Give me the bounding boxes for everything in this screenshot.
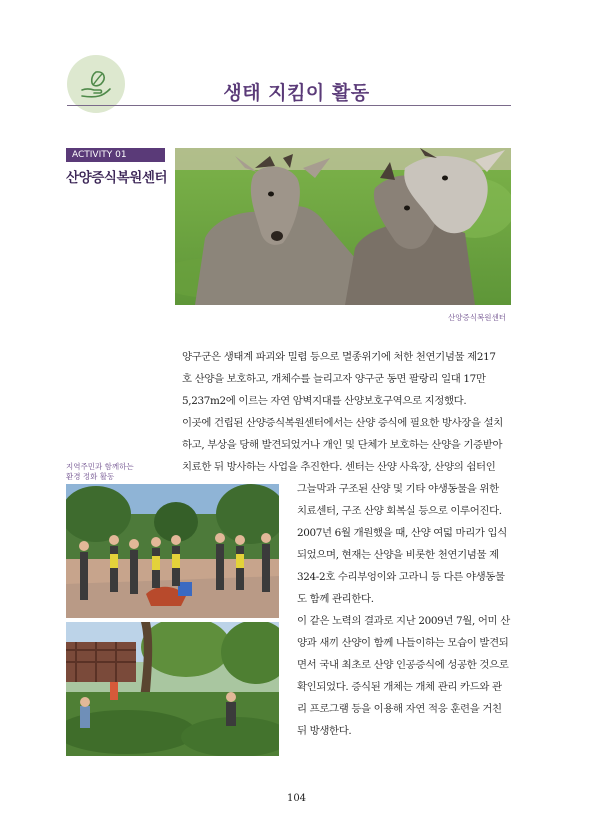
body-line: 5,237m2에 이르는 자연 암벽지대를 산양보호구역으로 지정했다. [182, 395, 467, 407]
page-number: 104 [286, 793, 307, 804]
activity-name: 산양증식복원센터 [66, 170, 168, 186]
body-line: 324-2호 수리부엉이와 고라니 등 다른 야생동물 [297, 571, 505, 583]
body-line: 되었으며, 현재는 산양을 비롯한 천연기념물 제 [297, 549, 499, 561]
body-line: 뒤 방생한다. [297, 725, 352, 737]
body-line: 양과 새끼 산양이 함께 나들이하는 모습이 발견되 [297, 637, 509, 649]
goat-photo-caption: 산양증식복원센터 [448, 313, 506, 322]
body-line: 이곳에 건립된 산양증식복원센터에서는 산양 증식에 필요한 방사장을 설치 [182, 417, 503, 429]
cleanup-photo [66, 622, 279, 756]
body-line: 양구군은 생태계 파괴와 밀렵 등으로 멸종위기에 처한 천연기념물 제217 [182, 351, 496, 363]
body-line: 도 함께 관리한다. [297, 593, 374, 605]
body-line: 이 같은 노력의 결과로 지난 2009년 7월, 어미 산 [297, 615, 510, 627]
activity-label: ACTIVITY 01 [66, 148, 165, 162]
page-title: 생태 지킴이 활동 [223, 82, 370, 104]
cleanup-photo-caption-line1: 지역주민과 함께하는 [66, 462, 134, 471]
body-line: 확인되었다. 증식된 개체는 개체 관리 카드와 관 [297, 681, 502, 693]
body-line: 호 산양을 보호하고, 개체수를 늘리고자 양구군 동면 팔랑리 일대 17만 [182, 373, 486, 385]
body-line: 2007년 6월 개원했을 때, 산양 여덟 마리가 입식 [297, 527, 507, 539]
body-line: 리 프로그램 등을 이용해 자연 적응 훈련을 거친 [297, 703, 502, 715]
goat-photo [175, 148, 511, 305]
body-line: 치료센터, 구조 산양 회복실 등으로 이루어진다. [297, 505, 502, 517]
cleanup-photo-caption-line2: 환경 정화 활동 [66, 472, 115, 481]
body-line: 하고, 부상을 당해 발견되었거나 개인 및 단체가 보호하는 산양을 기증받아 [182, 439, 503, 451]
body-line: 면서 국내 최초로 산양 인공증식에 성공한 것으로 [297, 659, 509, 671]
header-divider [67, 105, 511, 106]
group-photo [66, 484, 279, 618]
body-line: 치료한 뒤 방사하는 사업을 추진한다. 센터는 산양 사육장, 산양의 쉼터인 [182, 461, 496, 473]
body-line: 그늘막과 구조된 산양 및 기타 야생동물을 위한 [297, 483, 499, 495]
